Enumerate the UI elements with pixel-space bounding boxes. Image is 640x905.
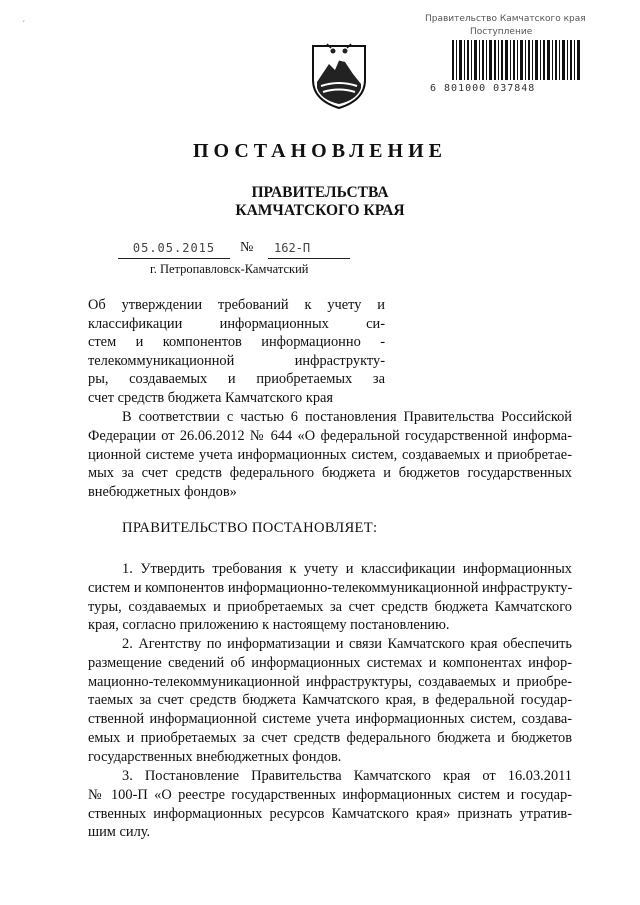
subject-line: Об утверждении требований к учету и — [88, 297, 385, 313]
date-underline — [118, 258, 230, 259]
preamble-line: мых за счет средств федерального бюджета и бюджетов государственных — [88, 465, 572, 482]
item-line: государственных внебюджетных фондов. — [88, 748, 342, 765]
number-sign: № — [240, 240, 254, 255]
document-subject — [88, 296, 385, 408]
issuer-line-2: КАМЧАТСКОГО КРАЯ — [235, 202, 405, 219]
document-title: ПОСТАНОВЛЕНИЕ — [193, 140, 447, 162]
document-number: 162-П — [274, 241, 311, 255]
document-date: 05.05.2015 — [132, 241, 216, 255]
barcode-icon — [452, 32, 582, 88]
subject-line: ры, создаваемых и приобретаемых за — [88, 371, 385, 388]
item-line: таемых за счет средств бюджета Камчатского края, в федеральной государ- — [88, 692, 572, 709]
item-line: систем и компонентов информационно-телекоммуникационной инфраструкту- — [88, 579, 573, 596]
preamble-line: Федерации от 26.06.2012 № 644 «О федеральной государственной информа- — [88, 427, 572, 444]
subject-line: телекоммуникационной инфраструкту- — [88, 352, 385, 369]
stamp-line-1: Правительство Камчатского края — [425, 14, 586, 24]
resolution-heading: ПРАВИТЕЛЬСТВО ПОСТАНОВЛЯЕТ: — [122, 520, 378, 536]
document-city: г. Петропавловск-Камчатский — [150, 262, 309, 276]
stamp-line-2: Поступление — [470, 27, 533, 37]
kamchatka-coat-of-arms-icon — [307, 42, 371, 110]
item-line: ственных информационных ресурсов Камчатского края» признать утратив- — [88, 805, 572, 822]
preamble-paragraph — [88, 408, 572, 502]
item-line: емых и приобретаемых за счет средств федерального бюджета и бюджетов — [88, 729, 572, 746]
barcode-number: 6 801000 037848 — [430, 83, 536, 94]
item-line: 3. Постановление Правительства Камчатского края от 16.03.2011 — [122, 768, 572, 784]
item-3-paragraph — [88, 767, 572, 842]
subject-line: классификации информационных си- — [88, 315, 385, 332]
item-1-paragraph — [88, 560, 572, 635]
subject-line: счет средств бюджета Камчатского края — [88, 389, 334, 406]
item-line: мационно-телекоммуникационной инфраструктуры, создаваемых и приобре- — [88, 673, 572, 690]
subject-line: стем и компонентов информационно - — [88, 334, 385, 351]
preamble-line: ционной системе учета информационных систем, создаваемых и приобретае- — [88, 446, 572, 463]
item-line: 2. Агентству по информатизации и связи Камчатского края обеспечить — [122, 636, 572, 652]
item-line: ственной информационной системе учета информационных систем, создава- — [88, 711, 572, 728]
item-line: туры, создаваемых и приобретаемых за счет средств бюджета Камчатского — [88, 598, 572, 615]
number-underline — [268, 258, 350, 259]
item-line: № 100-П «О реестре государственных информационных систем и государ- — [88, 786, 572, 803]
issuer-line-1: ПРАВИТЕЛЬСТВА — [251, 184, 389, 201]
item-line: размещение сведений об информационных системах и компонентах инфор- — [88, 654, 572, 671]
preamble-line: внебюджетных фондов» — [88, 484, 237, 501]
preamble-line: В соответствии с частью 6 постановления Правительства Российской — [122, 409, 572, 425]
scan-mark: ´ — [22, 20, 26, 31]
item-line: 1. Утвердить требования к учету и классификации информационных — [122, 561, 572, 577]
item-line: шим силу. — [88, 824, 151, 841]
item-line: края, согласно приложению к настоящему постановлению. — [88, 617, 450, 634]
item-2-paragraph — [88, 635, 572, 767]
